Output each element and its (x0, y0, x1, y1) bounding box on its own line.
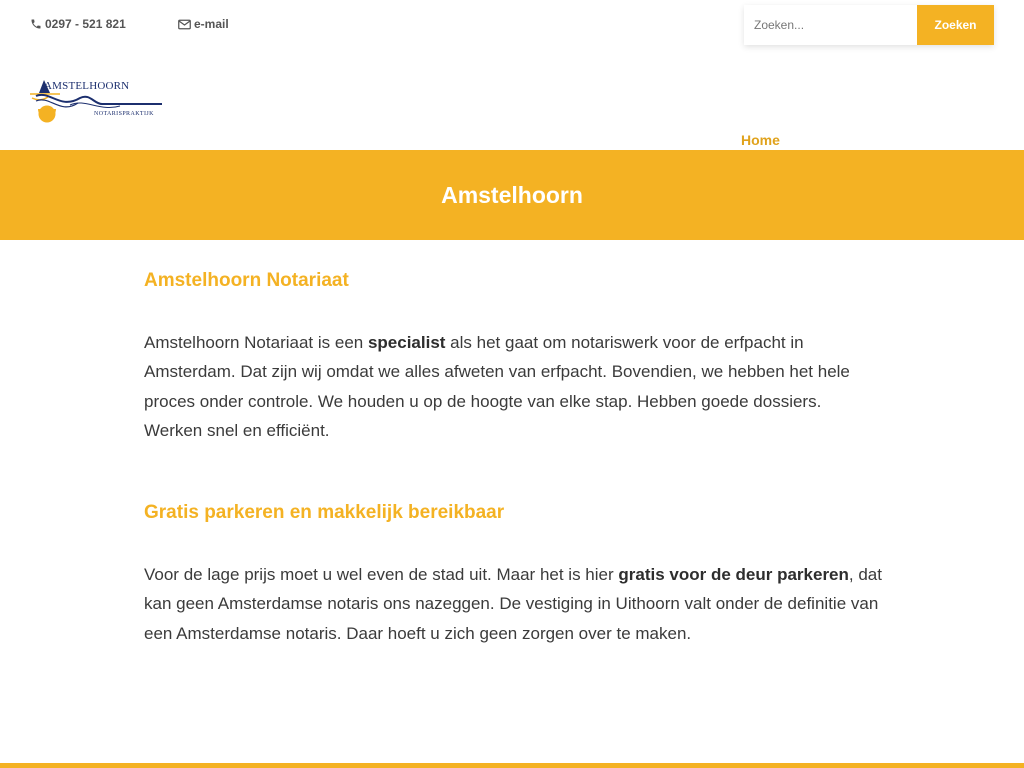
paragraph-text: , dat kan geen Amsterdamse notaris ons nazeggen. De vestiging in Uithoorn valt onder de definitie van een Amsterdamse notaris. Daar hoeft u zich geen zorgen over te maken. (144, 565, 882, 643)
main-nav (741, 132, 780, 150)
site-logo[interactable] (30, 76, 164, 126)
logo-subtitle: NOTARISPRAKTIJK (94, 111, 154, 117)
email-link[interactable] (178, 17, 229, 31)
email-label: e-mail (194, 17, 229, 31)
paragraph-text: Amstelhoorn Notariaat is een (144, 333, 368, 352)
page-banner (0, 150, 1024, 240)
top-bar (0, 0, 1024, 50)
nav-item-home[interactable]: Home (741, 132, 780, 148)
paragraph-emphasis: gratis voor de deur parkeren (618, 565, 849, 584)
section-heading: Amstelhoorn Notariaat (144, 270, 349, 291)
section-heading: Gratis parkeren en makkelijk bereikbaar (144, 502, 505, 523)
search-form (744, 5, 994, 45)
envelope-icon (178, 19, 191, 30)
logo-wordmark: AMSTELHOORN (44, 80, 130, 92)
search-button[interactable]: Zoeken (917, 5, 994, 45)
section-paragraph (144, 328, 884, 445)
paragraph-emphasis: specialist (367, 333, 446, 352)
phone-number: 0297 - 521 821 (45, 17, 126, 31)
phone-icon (30, 18, 42, 30)
paragraph-text: als het gaat om notariswerk voor de erfpacht in Amsterdam. Dat zijn wij omdat we alles afweten van erfpacht. Bovendien, we hebben het hele proces onder controle. We houden u op de hoogte van elke stap. Hebben goede dossiers. Werken snel en efficiënt. (144, 333, 850, 440)
paragraph-text: Voor de lage prijs moet u wel even de stad uit. Maar het is hier (144, 565, 619, 584)
page-title: Amstelhoorn (441, 181, 583, 208)
search-input[interactable] (744, 5, 917, 45)
phone-link[interactable] (30, 17, 126, 31)
section-paragraph (144, 560, 884, 648)
footer-accent-bar (0, 763, 1024, 768)
